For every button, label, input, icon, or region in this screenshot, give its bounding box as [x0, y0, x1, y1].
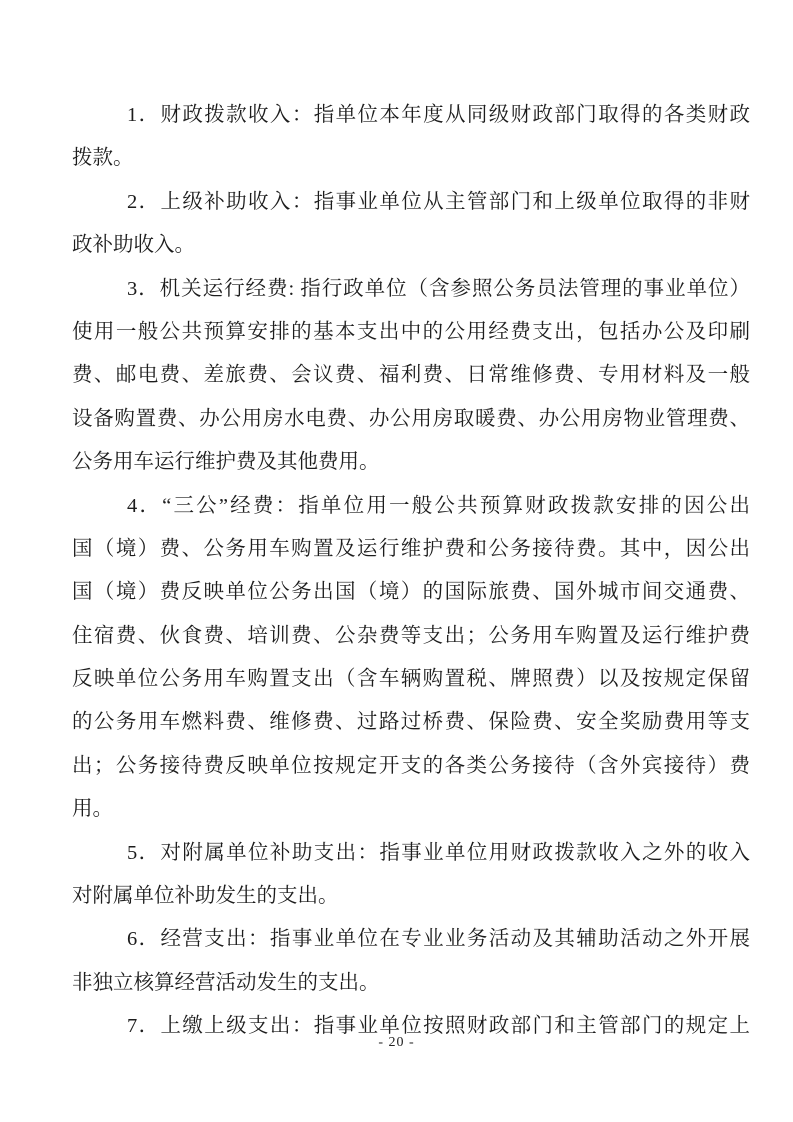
document-line: 6．经营支出：指事业单位在专业业务活动及其辅助活动之外开展 — [127, 928, 750, 951]
document-line: 费、邮电费、差旅费、会议费、福利费、日常维修费、专用材料及一般 — [72, 364, 750, 387]
document-line: 非独立核算经营活动发生的支出。 — [72, 971, 380, 994]
document-line: 设备购置费、办公用房水电费、办公用房取暖费、办公用房物业管理费、 — [72, 407, 750, 430]
document-line: 出；公务接待费反映单位按规定开支的各类公务接待（含外宾接待）费 — [72, 754, 750, 777]
document-line: 3．机关运行经费: 指行政单位（含参照公务员法管理的事业单位） — [127, 277, 750, 300]
document-line: 5．对附属单位补助支出：指事业单位用财政拨款收入之外的收入 — [127, 841, 750, 864]
document-line: 反映单位公务用车购置支出（含车辆购置税、牌照费）以及按规定保留 — [72, 668, 750, 691]
document-line: 政补助收入。 — [72, 234, 195, 257]
document-body — [72, 94, 750, 1049]
document-line: 7．上缴上级支出：指事业单位按照财政部门和主管部门的规定上 — [127, 1015, 750, 1038]
document-line: 1．财政拨款收入：指单位本年度从同级财政部门取得的各类财政 — [127, 104, 750, 126]
document-line: 国（境）费、公务用车购置及运行维护费和公务接待费。其中，因公出 — [72, 537, 750, 560]
document-line: 对附属单位补助发生的支出。 — [72, 885, 339, 908]
page-number: - 20 - — [378, 1035, 415, 1050]
document-line: 住宿费、伙食费、培训费、公杂费等支出；公务用车购置及运行维护费 — [72, 624, 750, 647]
document-line: 4．“三公”经费：指单位用一般公共预算财政拨款安排的因公出 — [127, 494, 750, 517]
document-line: 的公务用车燃料费、维修费、过路过桥费、保险费、安全奖励费用等支 — [72, 711, 750, 734]
document-line: 拨款。 — [72, 147, 134, 170]
document-line: 2．上级补助收入：指事业单位从主管部门和上级单位取得的非财 — [127, 190, 750, 213]
document-line: 使用一般公共预算安排的基本支出中的公用经费支出，包括办公及印刷 — [72, 320, 750, 343]
document-line: 国（境）费反映单位公务出国（境）的国际旅费、国外城市间交通费、 — [72, 581, 750, 604]
document-line: 公务用车运行维护费及其他费用。 — [72, 451, 380, 474]
document-line: 用。 — [72, 798, 113, 821]
